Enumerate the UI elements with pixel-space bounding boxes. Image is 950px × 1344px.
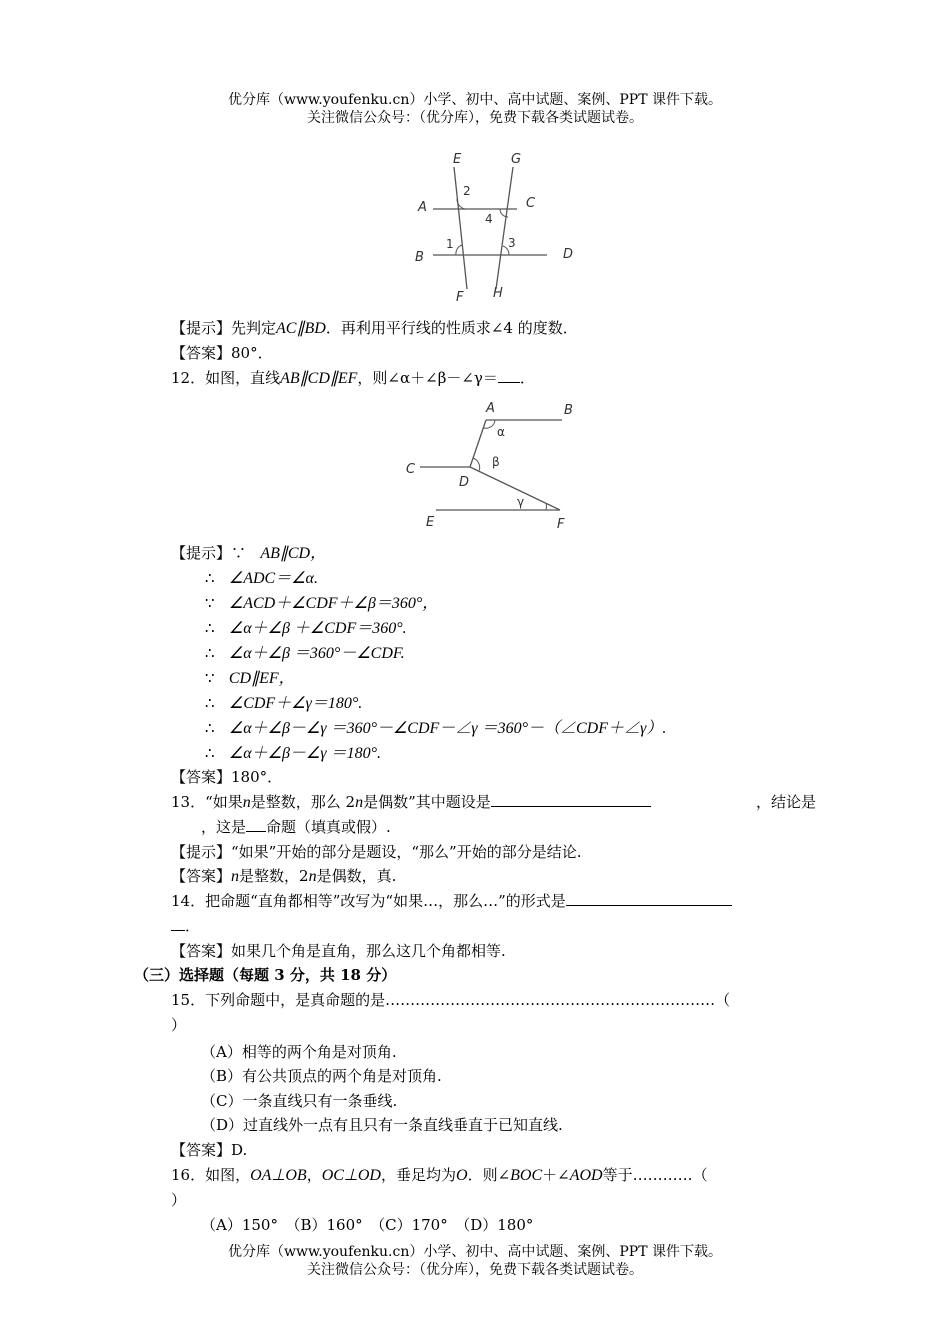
q12-hint-line-2: ∵ ∠ACD＋∠CDF＋∠β＝360°， [205,594,439,612]
q12-hint-line-5: ∵ CD∥EF， [205,669,295,687]
label-C: C [526,196,536,211]
q12-hint-line-1: ∴ ∠ADC＝∠α. [205,569,318,587]
q12-stem: 12．如图，直线AB∥CD∥EF，则∠α＋∠β－∠γ＝ ． [171,369,535,387]
q12-hint-line-8: ∴ ∠α＋∠β－∠γ ＝180°. [205,744,381,762]
q15-answer: 【答案】D. [171,1141,248,1159]
angle-label-alpha: α [497,425,505,439]
section-3-title: （三）选择题（每题 3 分，共 18 分） [134,966,397,984]
q13-hint: 【提示】“如果”开始的部分是题设，“那么”开始的部分是结论. [171,843,582,861]
angle-arc-1 [456,245,462,255]
angle-label-4: 4 [485,212,493,226]
q15-option-a: （A）相等的两个角是对顶角. [201,1043,397,1061]
footer-line-2: 关注微信公众号：（优分库），免费下载各类试题试卷。 [307,1262,643,1278]
q14-answer-blank [566,891,732,906]
segment-ad [470,420,486,467]
label-D: D [563,247,574,262]
label-E: E [453,152,462,167]
header-line-1: 优分库（www.youfenku.cn）小学、初中、高中试题、案例、PPT 课件下载。 [227,92,722,108]
q15-option-c: （C）一条直线只有一条垂线. [201,1092,398,1110]
footer-line-1: 优分库（www.youfenku.cn）小学、初中、高中试题、案例、PPT 课件下载。 [227,1244,722,1260]
q16-options: （A）150° （B）160° （C）170° （D）180° [201,1216,534,1234]
q14-answer: 【答案】如果几个角是直角，那么这几个角都相等. [171,942,506,960]
q16-stem-close: ） [171,1191,187,1209]
angle-label-beta: β [492,455,500,469]
angle-label-2: 2 [463,184,471,198]
label-B: B [564,403,573,418]
q15-option-d: （D）过直线外一点有且只有一条直线垂直于已知直线. [201,1116,563,1134]
label-E: E [426,515,435,530]
q13-stem-line-2: ，这是 命题（填真或假）. [201,818,391,836]
q12-hint-line-6: ∴ ∠CDF＋∠γ＝180°. [205,694,363,712]
figure-parallel-lines-2 [400,396,585,536]
label-F: F [557,517,565,532]
label-D: D [459,475,470,490]
q12-answer: 【答案】180°． [171,768,283,786]
q11-hint: 【提示】先判定AC∥BD．再利用平行线的性质求∠4 的度数． [171,319,578,337]
q13-stem: 13．“如果n是整数，那么 2n是偶数”其中题设是 ，结论是 [171,793,816,811]
q14-stem: 14．把命题“直角都相等”改写为“如果…，那么…”的形式是 [171,891,732,911]
angle-label-gamma: γ [517,495,525,509]
q12-hint-line-0: 【提示】∵ AB∥CD， [171,544,327,562]
q12-hint-line-7: ∴ ∠α＋∠β－∠γ ＝360°－∠CDF－∠γ ＝360°－（∠CDF＋∠γ）. [205,719,667,737]
label-A: A [418,200,427,215]
q13-truth-blank [246,817,266,832]
q13-premise-blank [491,792,651,807]
label-C: C [406,462,416,477]
q14-stem-line-2: ． [171,916,200,936]
figure-parallel-lines-1 [405,145,585,310]
q13-answer: 【答案】n是整数，2n是偶数，真. [171,867,397,885]
label-F: F [456,290,464,305]
label-H: H [493,286,503,301]
q15-stem-close: ） [171,1016,187,1034]
angle-label-3: 3 [508,236,516,250]
q15-stem: 15．下列命题中，是真命题的是…………………………………………………………（ [171,991,731,1009]
label-G: G [511,152,522,167]
line-gh [496,167,513,289]
q11-answer: 【答案】80°． [171,344,273,362]
q12-answer-blank [498,368,520,383]
label-B: B [415,250,424,265]
q15-option-b: （B）有公共顶点的两个角是对顶角. [201,1067,442,1085]
header-line-2: 关注微信公众号：（优分库），免费下载各类试题试卷。 [307,110,643,126]
label-A: A [486,401,495,416]
q12-hint-line-3: ∴ ∠α＋∠β ＋∠CDF＝360°. [205,619,407,637]
angle-label-1: 1 [446,237,454,251]
q12-hint-line-4: ∴ ∠α＋∠β ＝360°－∠CDF. [205,644,405,662]
q16-stem: 16．如图，OA⊥OB，OC⊥OD，垂足均为O．则∠BOC＋∠AOD等于…………（ [171,1166,708,1184]
